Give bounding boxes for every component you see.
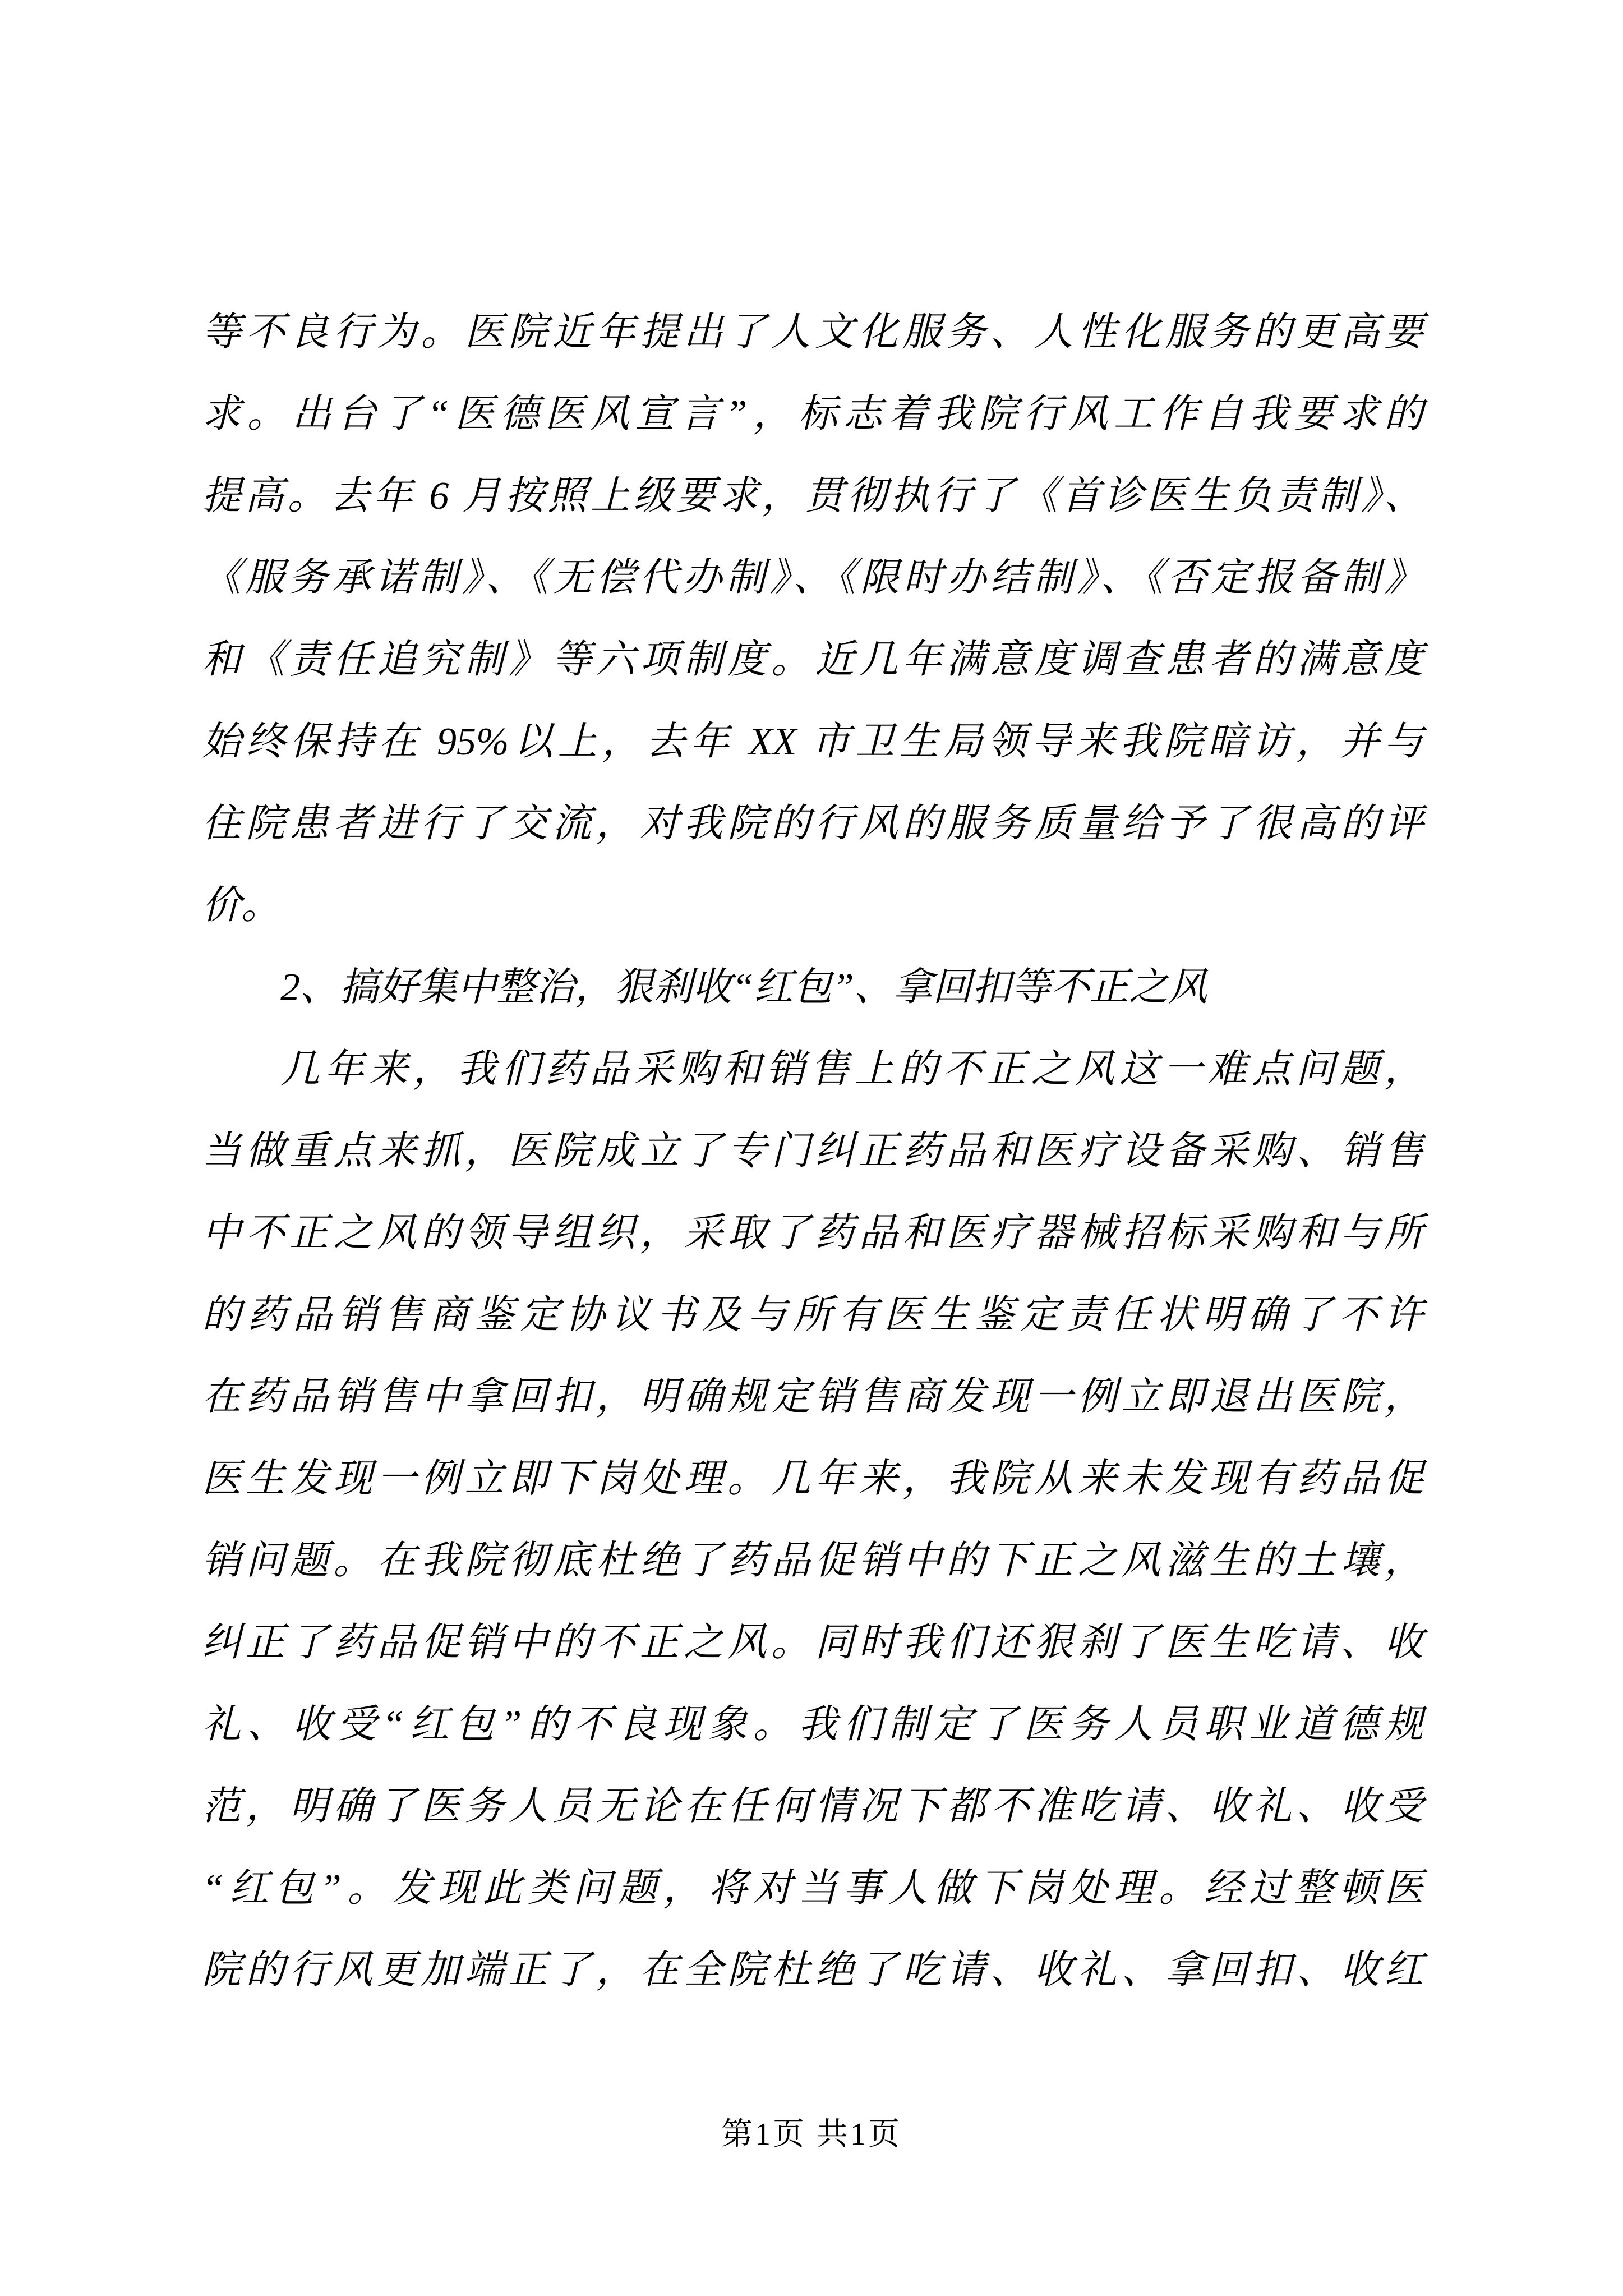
text-line: 销问题。在我院彻底杜绝了药品促销中的下正之风滋生的土壤，	[202, 1539, 1423, 1582]
page-number-footer: 第1页 共1页	[721, 2117, 902, 2152]
text-line: 的药品销售商鉴定协议书及与所有医生鉴定责任状明确了不许	[202, 1294, 1423, 1337]
section-heading-line: 2、搞好集中整治，狠刹收“红包”、拿回扣等不正之风	[280, 966, 1207, 1009]
text-line: 礼、收受“红包”的不良现象。我们制定了医务人员职业道德规	[202, 1703, 1423, 1746]
text-line-paragraph-start: 几年来，我们药品采购和销售上的不正之风这一难点问题，	[280, 1048, 1423, 1091]
text-line: 等不良行为。医院近年提出了人文化服务、人性化服务的更高要	[202, 311, 1423, 354]
text-line: 住院患者进行了交流，对我院的行风的服务质量给予了很高的评	[202, 802, 1423, 845]
text-line: 医生发现一例立即下岗处理。几年来，我院从来未发现有药品促	[202, 1457, 1423, 1501]
text-line: 中不正之风的领导组织，采取了药品和医疗器械招标采购和与所	[202, 1212, 1423, 1255]
text-line-paragraph-end: 价。	[202, 884, 280, 927]
text-line: 范，明确了医务人员无论在任何情况下都不准吃请、收礼、收受	[202, 1785, 1423, 1828]
document-body	[202, 292, 1423, 2012]
text-line: 在药品销售中拿回扣，明确规定销售商发现一例立即退出医院，	[202, 1375, 1423, 1419]
text-line: 《服务承诺制》、《无偿代办制》、《限时办结制》、《否定报备制》	[202, 556, 1423, 600]
text-line: 提高。去年 6 月按照上级要求，贯彻执行了《首诊医生负责制》、	[202, 475, 1423, 518]
text-line: 求。出台了“医德医风宣言”，标志着我院行风工作自我要求的	[202, 393, 1423, 436]
text-line: 纠正了药品促销中的不正之风。同时我们还狠刹了医生吃请、收	[202, 1621, 1423, 1664]
text-line: 当做重点来抓，医院成立了专门纠正药品和医疗设备采购、销售	[202, 1130, 1423, 1173]
text-line: 始终保持在 95%以上，去年 XX 市卫生局领导来我院暗访，并与	[202, 720, 1423, 763]
text-line: 和《责任追究制》等六项制度。近几年满意度调查患者的满意度	[202, 638, 1423, 682]
text-line: “红包”。发现此类问题，将对当事人做下岗处理。经过整顿医	[202, 1867, 1423, 1910]
text-line: 院的行风更加端正了，在全院杜绝了吃请、收礼、拿回扣、收红	[202, 1949, 1423, 1992]
